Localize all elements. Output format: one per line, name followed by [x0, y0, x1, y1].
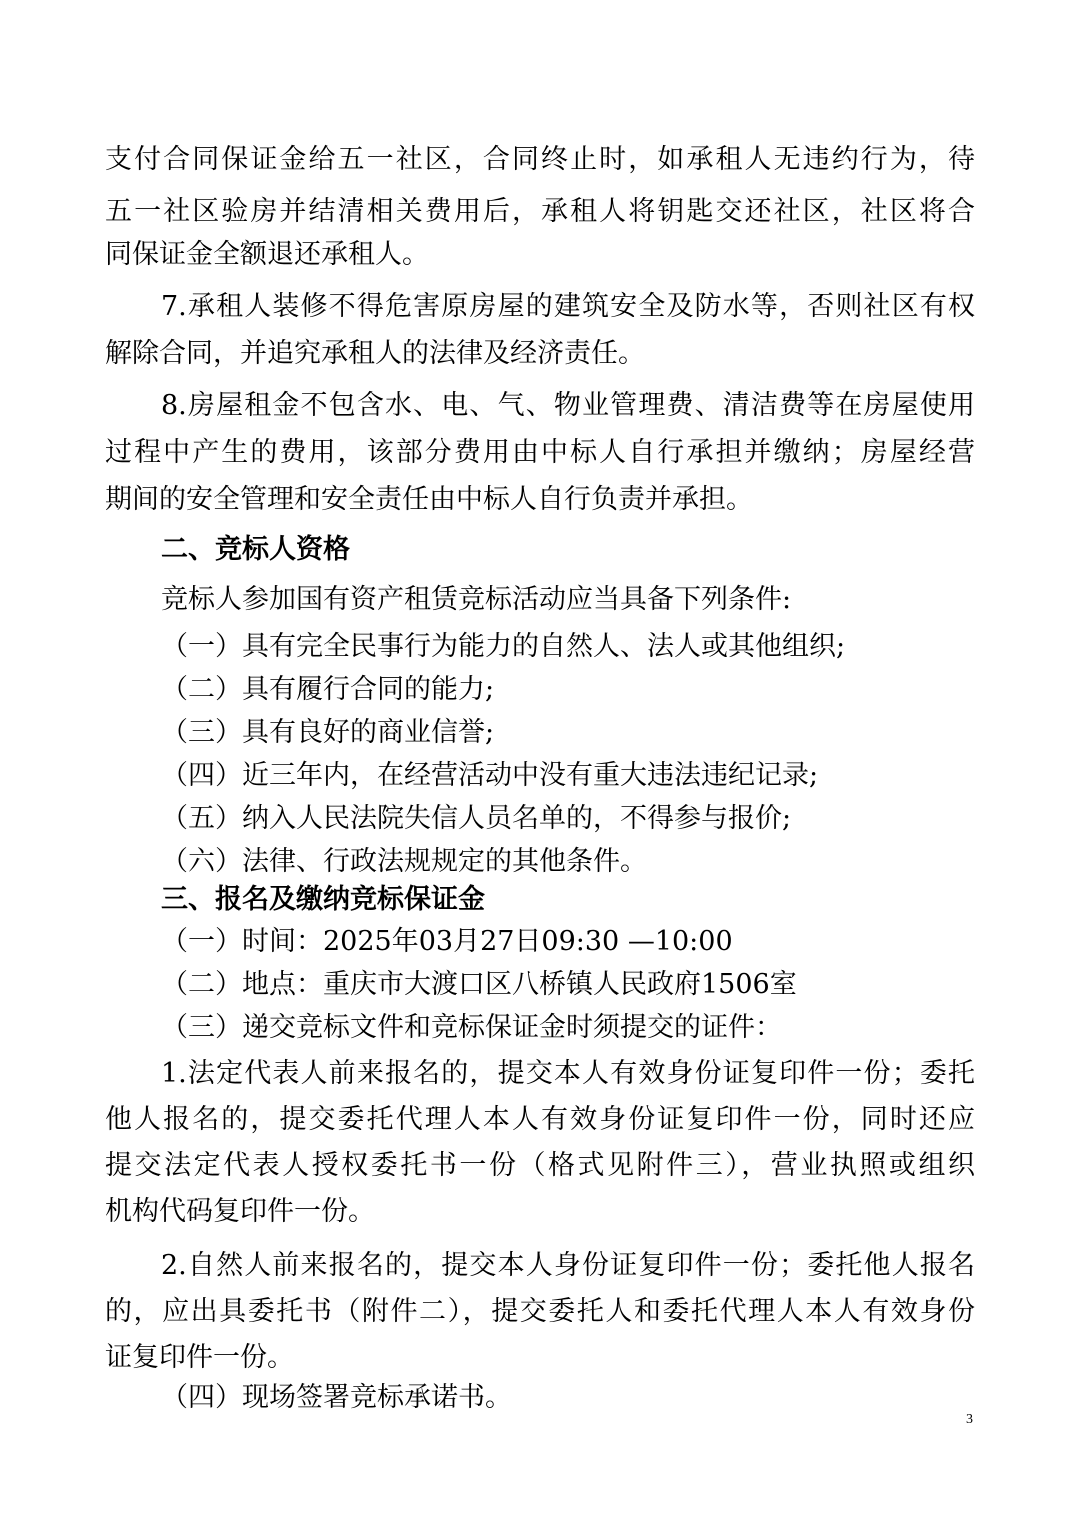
list-item: （五）纳入人民法院失信人员名单的，不得参与报价; [161, 803, 792, 834]
page-number: 3 [966, 1412, 973, 1427]
list-item: （一）时间：2025年03月27日09:30 —10:00 [161, 926, 733, 957]
paragraph-line: 解除合同，并追究承租人的法律及经济责任。 [105, 338, 645, 369]
paragraph-line: 过程中产生的费用，该部分费用由中标人自行承担并缴纳；房屋经营 [105, 437, 975, 468]
paragraph-line: 2.自然人前来报名的，提交本人身份证复印件一份；委托他人报名 [161, 1250, 975, 1281]
paragraph-line: 的，应出具委托书（附件二），提交委托人和委托代理人本人有效身份 [105, 1296, 975, 1327]
list-item: （三）具有良好的商业信誉; [161, 717, 495, 748]
section-heading: 三、报名及缴纳竞标保证金 [161, 884, 485, 915]
list-item: （二）地点：重庆市大渡口区八桥镇人民政府1506室 [161, 969, 797, 1000]
paragraph-line: 竞标人参加国有资产租赁竞标活动应当具备下列条件: [161, 584, 792, 615]
section-heading: 二、竞标人资格 [161, 534, 350, 565]
paragraph-line: 他人报名的，提交委托代理人本人有效身份证复印件一份，同时还应 [105, 1104, 975, 1135]
paragraph-line: 8.房屋租金不包含水、电、气、物业管理费、清洁费等在房屋使用 [161, 390, 975, 421]
paragraph-line: 支付合同保证金给五一社区，合同终止时，如承租人无违约行为，待 [105, 144, 975, 175]
paragraph-line: 7.承租人装修不得危害原房屋的建筑安全及防水等，否则社区有权 [161, 291, 975, 322]
paragraph-line: 五一社区验房并结清相关费用后，承租人将钥匙交还社区，社区将合 [105, 196, 975, 227]
list-item: （六）法律、行政法规规定的其他条件。 [161, 846, 647, 877]
paragraph-line: 1.法定代表人前来报名的，提交本人有效身份证复印件一份；委托 [161, 1058, 975, 1089]
list-item: （四）近三年内，在经营活动中没有重大违法违纪记录; [161, 760, 819, 791]
paragraph-line: 同保证金全额退还承租人。 [105, 239, 429, 270]
list-item: （三）递交竞标文件和竞标保证金时须提交的证件： [161, 1012, 782, 1043]
paragraph-line: 期间的安全管理和安全责任由中标人自行负责并承担。 [105, 484, 753, 515]
paragraph-line: 证复印件一份。 [105, 1342, 294, 1373]
list-item: （二）具有履行合同的能力; [161, 674, 495, 705]
list-item: （一）具有完全民事行为能力的自然人、法人或其他组织; [161, 631, 846, 662]
paragraph-line: 机构代码复印件一份。 [105, 1196, 375, 1227]
list-item: （四）现场签署竞标承诺书。 [161, 1382, 512, 1413]
paragraph-line: 提交法定代表人授权委托书一份（格式见附件三），营业执照或组织 [105, 1150, 975, 1181]
